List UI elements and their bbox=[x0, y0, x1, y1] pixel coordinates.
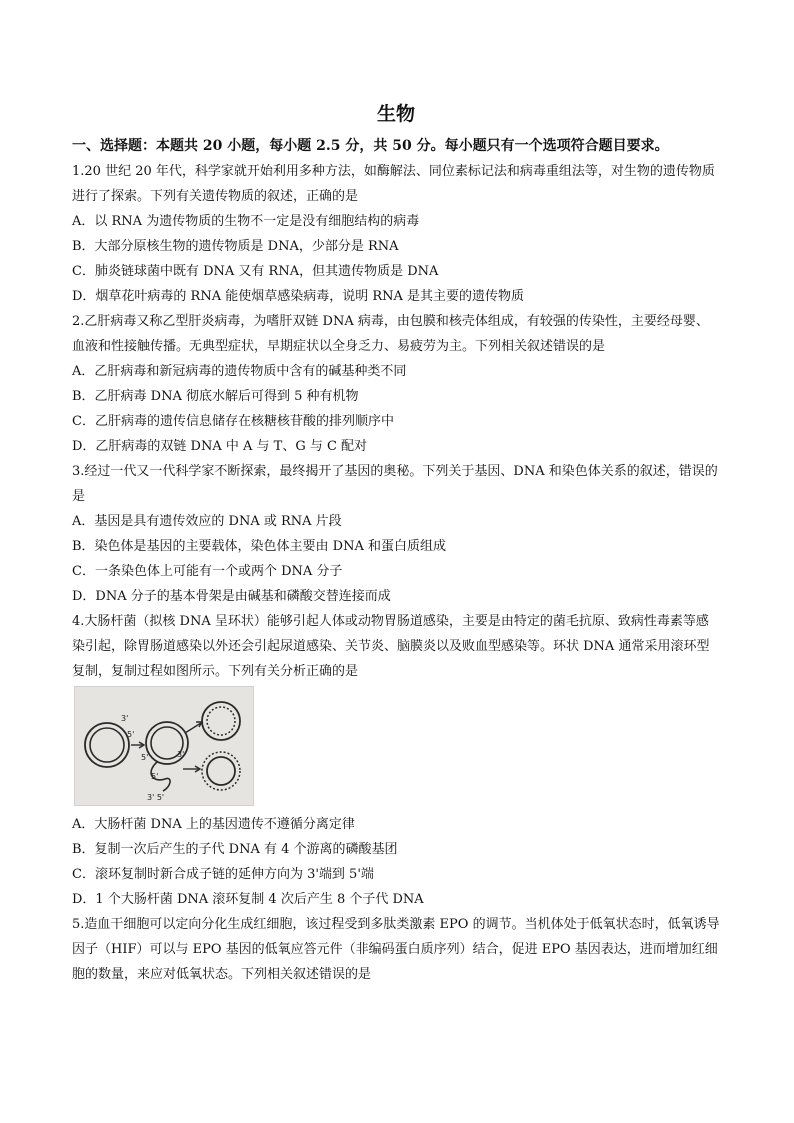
exam-page bbox=[72, 100, 720, 987]
figure-label-3prime: 3' bbox=[121, 714, 129, 723]
figure-label-3prime-5prime: 3' 5' bbox=[147, 793, 165, 802]
question-3 bbox=[72, 459, 720, 609]
arrow-up bbox=[185, 723, 201, 733]
rolling-circle-replication-figure bbox=[74, 686, 254, 806]
option-c: C．一条染色体上可能有一个或两个 DNA 分子 bbox=[72, 564, 343, 579]
option-d: D．乙肝病毒的双链 DNA 中 A 与 T、G 与 C 配对 bbox=[72, 439, 368, 454]
question-stem: 5.造血干细胞可以定向分化生成红细胞，该过程受到多肽类激素 EPO 的调节。当机体处于低氧状态时，低氧诱导因子（HIF）可以与 EPO 基因的低氧应答元件（非编码蛋白质序列）结合，促进 EPO 基因表达，进而增加红细胞的数量，来应对低氧状态。下列相关叙述错误的是 bbox=[72, 917, 720, 982]
daughter-dna-2-inner-strand bbox=[207, 757, 235, 785]
figure-label-5prime: 5' bbox=[127, 730, 135, 739]
option-c: C．乙肝病毒的遗传信息储存在核糖核苷酸的排列顺序中 bbox=[72, 414, 394, 429]
option-c: C．滚环复制时新合成子链的延伸方向为 3'端到 5'端 bbox=[72, 867, 374, 882]
option-a: A．以 RNA 为遗传物质的生物不一定是没有细胞结构的病毒 bbox=[72, 214, 420, 229]
option-a: A．基因是具有遗传效应的 DNA 或 RNA 片段 bbox=[72, 514, 342, 529]
question-stem: 3.经过一代又一代科学家不断探索，最终揭开了基因的奥秘。下列关于基因、DNA 和染色体关系的叙述，错误的是 bbox=[72, 464, 718, 504]
question-5 bbox=[72, 912, 720, 987]
option-d: D．1 个大肠杆菌 DNA 滚环复制 4 次后产生 8 个子代 DNA bbox=[72, 892, 424, 907]
option-b: B．染色体是基因的主要载体，染色体主要由 DNA 和蛋白质组成 bbox=[72, 539, 447, 554]
daughter-dna-1-inner-strand bbox=[207, 707, 235, 735]
option-c: C．肺炎链球菌中既有 DNA 又有 RNA，但其遗传物质是 DNA bbox=[72, 264, 439, 279]
option-b: B．复制一次后产生的子代 DNA 有 4 个游离的磷酸基团 bbox=[72, 842, 398, 857]
figure-label-5prime-2: 5' bbox=[141, 753, 149, 762]
option-a: A．大肠杆菌 DNA 上的基因遗传不遵循分离定律 bbox=[72, 817, 355, 832]
option-a: A．乙肝病毒和新冠病毒的遗传物质中含有的碱基种类不同 bbox=[72, 364, 407, 379]
question-stem: 4.大肠杆菌（拟核 DNA 呈环状）能够引起人体或动物胃肠道感染，主要是由特定的菌毛抗原、致病性毒素等感染引起，除胃肠道感染以外还会引起尿道感染、关节炎、脑膜炎以及败血型感染等。环状 DNA 通常采用滚环型复制，复制过程如图所示。下列有关分析正确的是 bbox=[72, 614, 710, 679]
figure-label-3prime-2: 3' bbox=[177, 750, 185, 759]
question-4 bbox=[72, 609, 720, 912]
option-d: D．DNA 分子的基本骨架是由碱基和磷酸交替连接而成 bbox=[72, 589, 391, 604]
option-d: D．烟草花叶病毒的 RNA 能使烟草感染病毒，说明 RNA 是其主要的遗传物质 bbox=[72, 289, 525, 304]
question-stem: 1.20 世纪 20 年代，科学家就开始利用多种方法，如酶解法、同位素标记法和病毒重组法等，对生物的遗传物质进行了探索。下列有关遗传物质的叙述，正确的是 bbox=[72, 164, 715, 204]
option-b: B．乙肝病毒 DNA 彻底水解后可得到 5 种有机物 bbox=[72, 389, 359, 404]
page-title: 生物 bbox=[376, 103, 415, 125]
figure-label-5prime-3: 5' bbox=[151, 772, 159, 781]
question-stem: 2.乙肝病毒又称乙型肝炎病毒，为嗜肝双链 DNA 病毒，由包膜和核壳体组成，有较强的传染性，主要经母婴、血液和性接触传播。无典型症状，早期症状以全身乏力、易疲劳为主。下列相关叙述错误的是 bbox=[72, 314, 709, 354]
question-1 bbox=[72, 159, 720, 309]
parent-dna-inner-strand bbox=[90, 728, 124, 762]
section-heading: 一、选择题：本题共 20 小题，每小题 2.5 分，共 50 分。每小题只有一个选项符合题目要求。 bbox=[72, 138, 669, 154]
parent-dna-outer-strand bbox=[85, 723, 129, 767]
question-2 bbox=[72, 309, 720, 459]
option-b: B．大部分原核生物的遗传物质是 DNA，少部分是 RNA bbox=[72, 239, 399, 254]
